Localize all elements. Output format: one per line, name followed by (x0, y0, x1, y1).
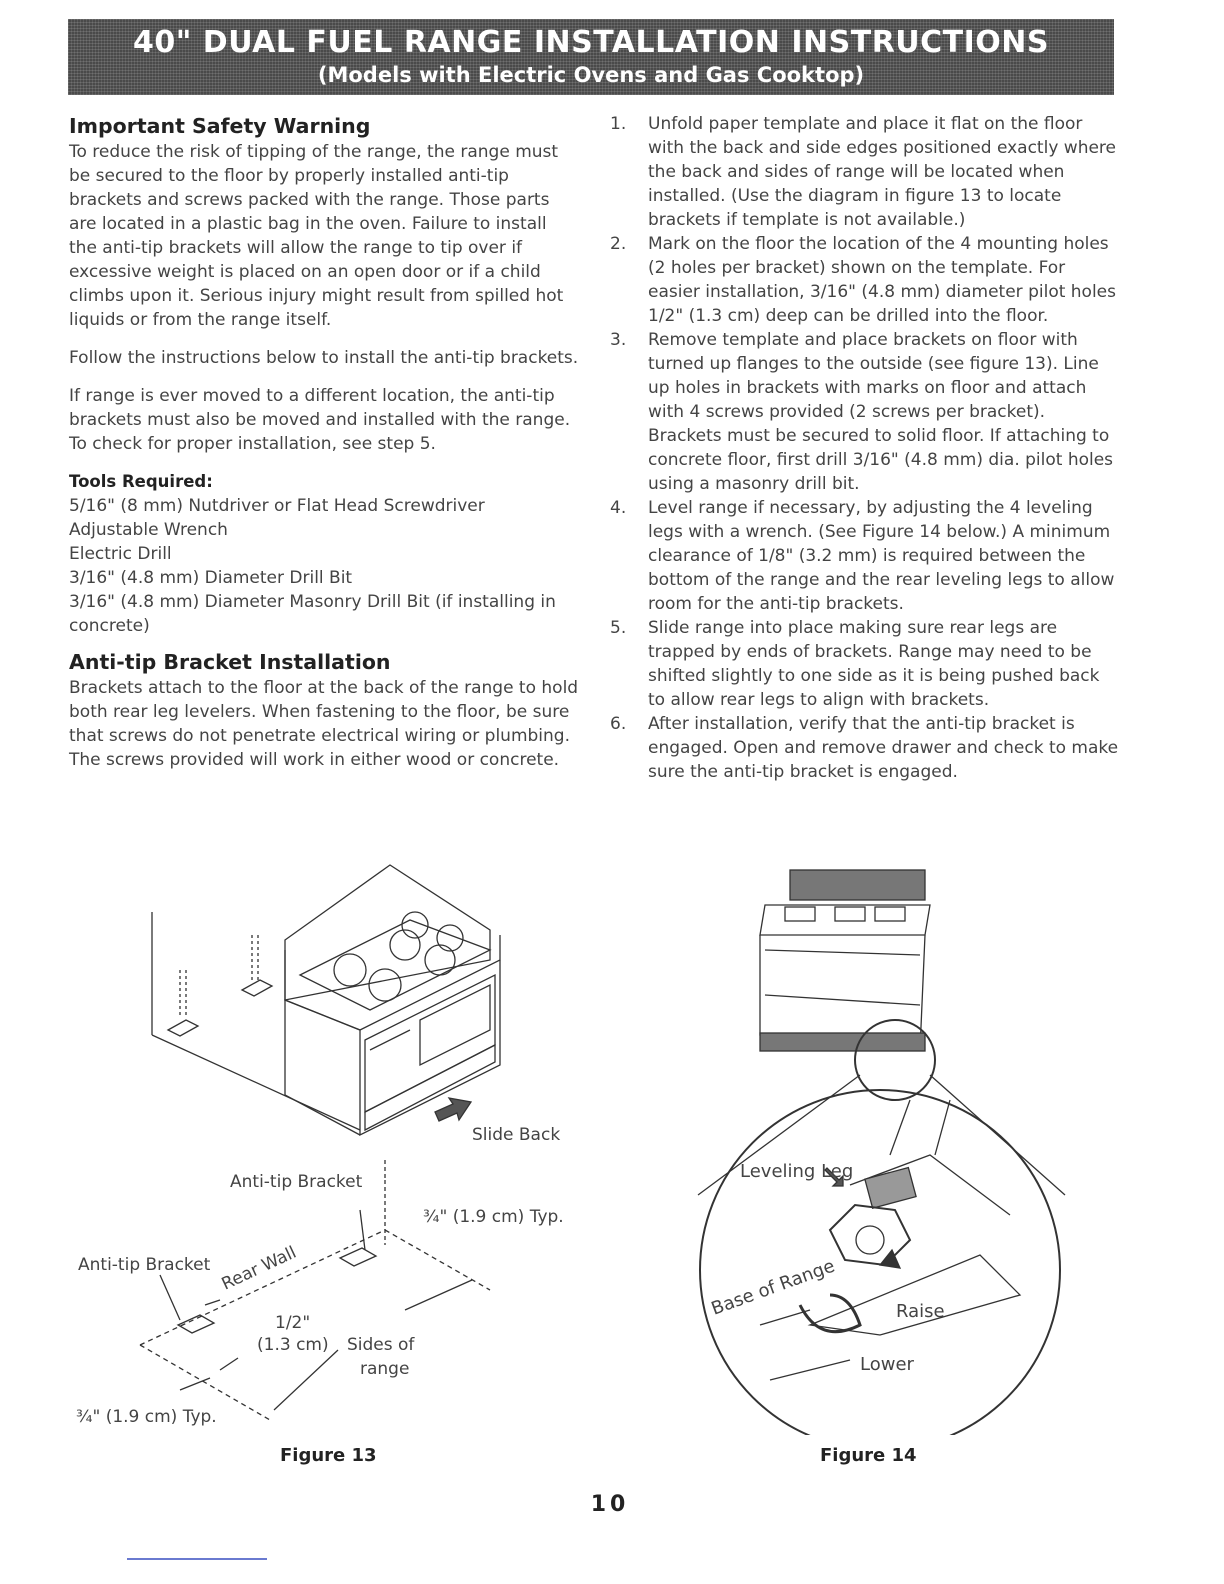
step-item (610, 232, 1120, 328)
step-text: Remove template and place brackets on floor with turned up flanges to the outside (see figure 13). Line up holes in brackets with marks on floor and attach with 4 screws provided (2 screws per bracket). Brackets must be secured to solid floor. If attaching to concrete floor, first drill 3/16" (4.8 mm) dia. pilot holes using a masonry drill bit. (648, 330, 1114, 494)
step-number: 4. (610, 498, 627, 518)
typ-left-label: ¾" (1.9 cm) Typ. (76, 1407, 217, 1427)
anti-tip-bracket-left-label: Anti-tip Bracket (78, 1255, 211, 1275)
step-item (610, 328, 1120, 496)
step-text: Slide range into place making sure rear legs are trapped by ends of brackets. Range may need to be shifted slightly to one side as it is being pushed back to allow rear legs to align with brackets. (648, 618, 1100, 710)
step-text: Level range if necessary, by adjusting the 4 leveling legs with a wrench. (See Figure 14 below.) A minimum clearance of 1/8" (3.2 mm) is required between the bottom of the range and the rear leveling legs to allow room for the anti-tip brackets. (648, 498, 1115, 614)
range-label: range (360, 1359, 410, 1379)
anti-tip-bracket-top-label: Anti-tip Bracket (230, 1172, 363, 1192)
bracket-right-icon (242, 980, 272, 996)
step-number: 1. (610, 114, 627, 134)
steps-list (610, 112, 1120, 784)
zoom-large-circle (700, 1090, 1060, 1435)
typ-right-label: ¾" (1.9 cm) Typ. (423, 1207, 564, 1227)
tools-heading: Tools Required: (69, 472, 213, 491)
floor-line (152, 1035, 360, 1130)
range-front-illustration (760, 870, 930, 1051)
step-item (610, 112, 1120, 232)
footer-divider (127, 1558, 267, 1560)
figure-14-diagram (680, 855, 1080, 1435)
tool-item: 3/16" (4.8 mm) Diameter Drill Bit (69, 568, 353, 588)
bracket-paragraph: Brackets attach to the floor at the back of the range to hold both rear leg levelers. When fastening to the floor, be sure that screws do not penetrate electrical wiring or plumbing. The screws provided will work in either wood or concrete. (69, 678, 579, 770)
figure-13-diagram (60, 850, 620, 1430)
warning-paragraph: Follow the instructions below to install the anti-tip brackets. (69, 348, 579, 368)
step-number: 3. (610, 330, 627, 350)
left-column (69, 112, 579, 786)
bracket-heading: Anti-tip Bracket Installation (69, 650, 391, 674)
half-inch-label: 1/2" (275, 1313, 311, 1333)
right-column (610, 112, 1120, 784)
range-illustration (285, 865, 500, 1135)
zoom-small-circle (855, 1020, 935, 1100)
raise-label: Raise (896, 1301, 945, 1322)
leveling-leg-label: Leveling Leg (740, 1161, 854, 1182)
bracket-rear-icon (340, 1248, 376, 1266)
page-number: 10 (590, 1492, 630, 1517)
step-text: Mark on the floor the location of the 4 mounting holes (2 holes per bracket) shown on the template. For easier installation, 3/16" (4.8 mm) diameter pilot holes 1/2" (1.3 cm) deep can be drilled into the floor. (648, 234, 1116, 326)
tool-item: Electric Drill (69, 544, 172, 564)
leveling-leg-detail (760, 1100, 1020, 1380)
tools-list (69, 494, 579, 638)
document-title: 40" DUAL FUEL RANGE INSTALLATION INSTRUCTIONS (132, 25, 1050, 60)
step-item (610, 496, 1120, 616)
tool-item: 3/16" (4.8 mm) Diameter Masonry Drill Bit (if installing in concrete) (69, 592, 556, 636)
base-of-range-label: Base of Range (708, 1255, 838, 1320)
figure-13-caption: Figure 13 (280, 1445, 377, 1466)
step-text: Unfold paper template and place it flat on the floor with the back and side edges positioned exactly where the back and sides of range will be located when installed. (Use the diagram in figure 13 to locate brackets if template is not available.) (648, 114, 1116, 230)
plan-diagram (140, 1160, 490, 1420)
bracket-left-icon (168, 1020, 198, 1036)
warning-paragraph: If range is ever moved to a different location, the anti-tip brackets must also be moved and installed with the range. To check for proper installation, see step 5. (69, 386, 571, 454)
rotation-arrow-icon (800, 1295, 860, 1332)
warning-paragraph: To reduce the risk of tipping of the range, the range must be secured to the floor by properly installed anti-tip brackets and screws packed with the range. Those parts are located in a plastic bag in the oven. Failure to install the anti-tip brackets will allow the range to tip over if excessive weight is placed on an open door or if a child climbs upon it. Serious injury might result from spilled hot liquids or from the range itself. (69, 142, 564, 330)
tool-item: 5/16" (8 mm) Nutdriver or Flat Head Screwdriver (69, 496, 485, 516)
rear-wall-label: Rear Wall (218, 1242, 300, 1295)
slide-back-label: Slide Back (472, 1125, 561, 1145)
half-inch-cm-label: (1.3 cm) (257, 1335, 329, 1355)
step-number: 6. (610, 714, 627, 734)
step-item (610, 712, 1120, 784)
header-banner (68, 19, 1114, 95)
lower-label: Lower (860, 1354, 914, 1375)
step-number: 2. (610, 234, 627, 254)
figure-14-caption: Figure 14 (820, 1445, 917, 1466)
sides-of-label: Sides of (347, 1335, 415, 1355)
step-number: 5. (610, 618, 627, 638)
warning-heading: Important Safety Warning (69, 114, 371, 138)
step-item (610, 616, 1120, 712)
slide-back-arrow-icon (435, 1098, 471, 1121)
document-subtitle: (Models with Electric Ovens and Gas Cooktop) (317, 63, 865, 87)
step-text: After installation, verify that the anti-tip bracket is engaged. Open and remove drawer and check to make sure the anti-tip bracket is engaged. (648, 714, 1119, 782)
tool-item: Adjustable Wrench (69, 520, 228, 540)
